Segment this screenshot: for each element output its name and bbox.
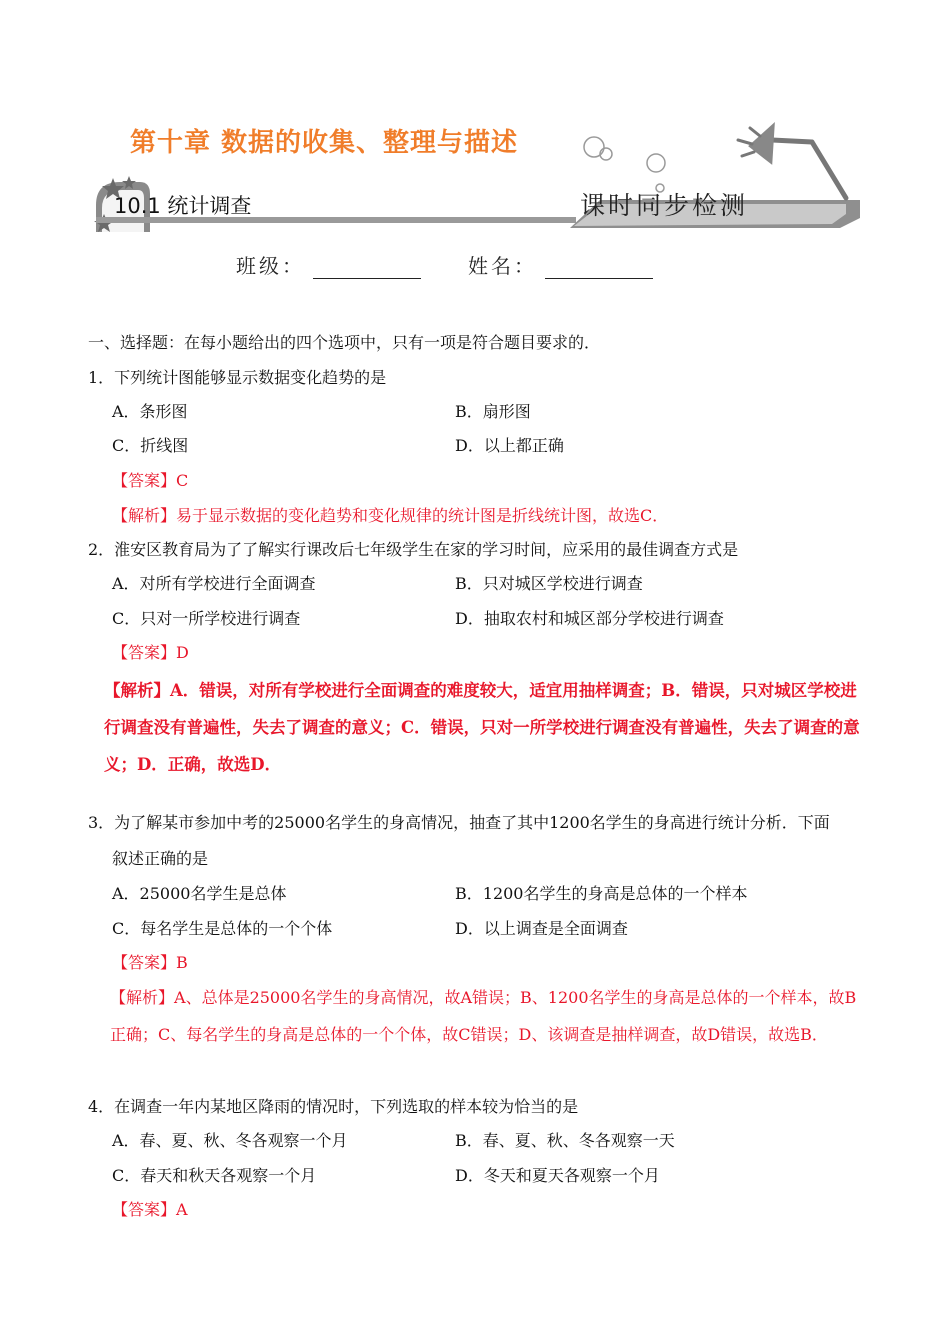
option-d: D．抽取农村和城区部分学校进行调查 <box>455 609 724 628</box>
answer-label: 【答案】 <box>112 1200 177 1219</box>
explanation-text: A、总体是25000名学生的身高情况，故A错误；B、1200名学生的身高是总体的一个样本，故B正确；C、每名学生的身高是总体的一个个体，故C错误；D、该调查是抽样调查，故D错误，故选B． <box>110 988 857 1044</box>
question-stem-continued: 叙述正确的是 <box>112 849 209 868</box>
option-c: C．只对一所学校进行调查 <box>112 609 301 628</box>
bubble-decoration <box>584 137 604 157</box>
name-label: 姓名： <box>468 254 537 278</box>
answer-label: 【答案】 <box>112 471 177 490</box>
answer-value: A <box>176 1200 188 1219</box>
option-d: D．冬天和夏天各观察一个月 <box>455 1166 660 1185</box>
explanation-text: 易于显示数据的变化趋势和变化规律的统计图是折线统计图，故选C． <box>176 506 669 525</box>
option-b: B．1200名学生的身高是总体的一个样本 <box>455 884 748 903</box>
class-label: 班级： <box>236 254 305 278</box>
section-instructions: 一、选择题：在每小题给出的四个选项中，只有一项是符合题目要求的． <box>88 333 601 352</box>
explanation-label: 【解析】 <box>110 988 175 1007</box>
answer-label: 【答案】 <box>112 643 177 662</box>
option-d: D．以上都正确 <box>455 436 564 455</box>
name-blank[interactable] <box>545 258 653 279</box>
question-stem: 4．在调查一年内某地区降雨的情况时，下列选取的样本较为恰当的是 <box>88 1097 579 1116</box>
explanation-label: 【解析】 <box>104 681 170 700</box>
option-d: D．以上调查是全面调查 <box>455 919 628 938</box>
option-b: B．春、夏、秋、冬各观察一天 <box>455 1131 675 1150</box>
tagline: 课时同步检测 <box>580 191 749 220</box>
option-a: A．对所有学校进行全面调查 <box>112 574 316 593</box>
question-stem: 2．淮安区教育局为了了解实行课改后七年级学生在家的学习时间，应采用的最佳调查方式是 <box>88 540 739 559</box>
explanation-block <box>104 672 864 783</box>
answer-label: 【答案】 <box>112 953 177 972</box>
chapter-title: 第十章 数据的收集、整理与描述 <box>130 128 519 158</box>
explanation-label: 【解析】 <box>112 506 177 525</box>
option-c: C．春天和秋天各观察一个月 <box>112 1166 317 1185</box>
desk-lamp-icon <box>738 128 846 198</box>
question-stem: 3．为了解某市参加中考的25000名学生的身高情况，抽查了其中1200名学生的身高进行统计分析．下面 <box>88 813 830 832</box>
option-a: A．25000名学生是总体 <box>112 884 287 903</box>
answer-row <box>112 1200 188 1220</box>
answer-row <box>112 953 188 973</box>
answer-value: B <box>176 953 188 972</box>
name-field <box>468 250 653 279</box>
option-b: B．只对城区学校进行调查 <box>455 574 643 593</box>
option-b: B．扇形图 <box>455 402 531 421</box>
answer-row <box>112 643 189 663</box>
explanation-text: A．错误，对所有学校进行全面调查的难度较大，适宜用抽样调查；B．错误，只对城区学校进行调查没有普遍性，失去了调查的意义；C．错误，只对一所学校进行调查没有普遍性，失去了调查的意义；D．正确，故选D． <box>104 681 860 774</box>
answer-value: C <box>176 471 189 490</box>
explanation-block <box>110 979 868 1053</box>
class-blank[interactable] <box>313 258 421 279</box>
option-a: A．春、夏、秋、冬各观察一个月 <box>112 1131 348 1150</box>
section-title: 10.1 统计调查 <box>114 194 252 218</box>
option-a: A．条形图 <box>112 402 188 421</box>
option-c: C．每名学生是总体的一个个体 <box>112 919 333 938</box>
answer-value: D <box>176 643 189 662</box>
question-stem: 1．下列统计图能够显示数据变化趋势的是 <box>88 368 387 387</box>
answer-row <box>112 471 188 491</box>
class-field <box>236 250 421 279</box>
explanation-row <box>112 506 668 526</box>
option-c: C．折线图 <box>112 436 189 455</box>
